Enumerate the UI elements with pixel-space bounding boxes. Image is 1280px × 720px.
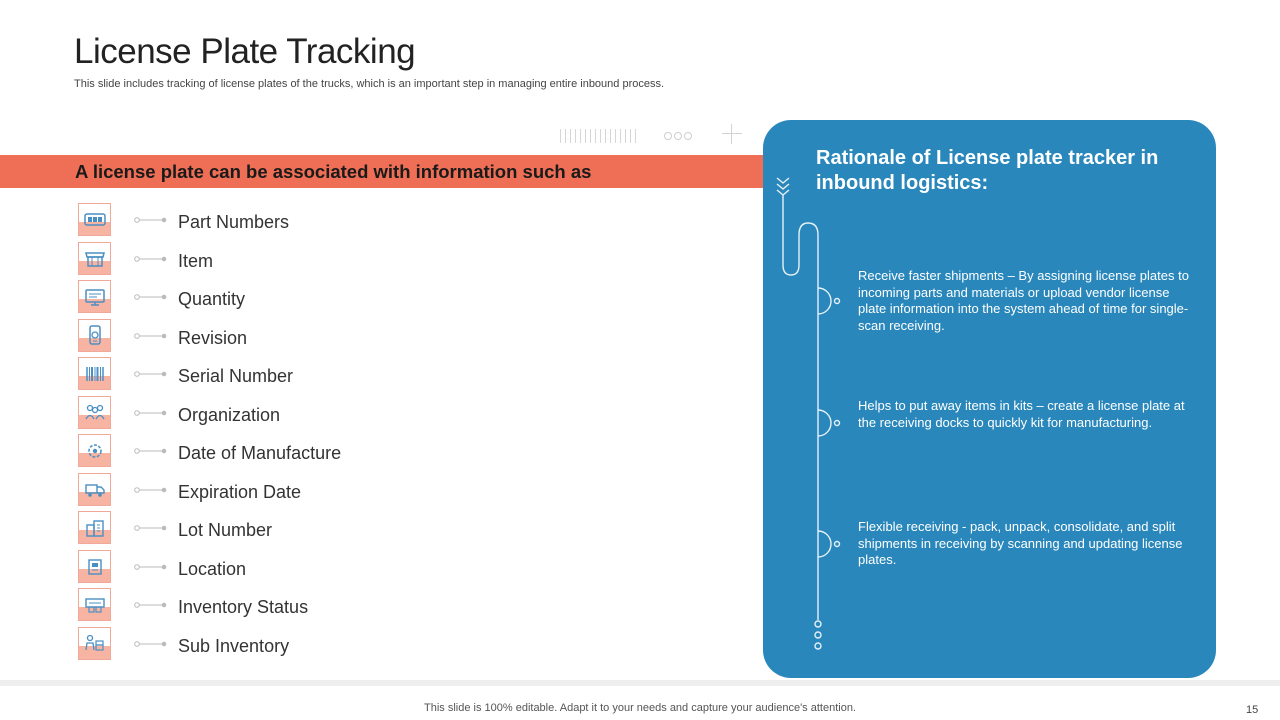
- list-item: [78, 242, 398, 276]
- connector-line: [134, 217, 168, 223]
- location-building-icon: [78, 550, 111, 583]
- footer-divider: [0, 680, 1280, 686]
- panel-title: Rationale of License plate tracker in inbound logistics:: [816, 147, 1159, 194]
- list-item-label: Expiration Date: [178, 481, 302, 502]
- rationale-point: Receive faster shipments – By assigning license plates to incoming parts and materials or upload vendor license plate information into the system ahead of time for single-scan receiving.: [858, 268, 1189, 333]
- people-icon: [78, 396, 111, 429]
- monitor-icon: [78, 280, 111, 313]
- rationale-panel: [763, 120, 1216, 678]
- connector-line: [134, 602, 168, 608]
- list-item: [78, 473, 398, 507]
- list-item: [78, 627, 398, 661]
- list-item-label: Item: [178, 250, 214, 271]
- connector-line: [134, 564, 168, 570]
- slide-title: License Plate Tracking: [74, 32, 416, 71]
- barcode-icon: [78, 357, 111, 390]
- list-item: [78, 357, 398, 391]
- list-item-label: Revision: [178, 327, 248, 348]
- factory-gear-icon: [78, 434, 111, 467]
- connector-line: [134, 333, 168, 339]
- connector-line: [134, 525, 168, 531]
- list-item-label: Lot Number: [178, 520, 273, 540]
- list-item: [78, 203, 398, 237]
- delivery-icon: [78, 473, 111, 506]
- mobile-icon: [78, 319, 111, 352]
- list-item-label: Location: [178, 558, 247, 579]
- list-item: [78, 280, 398, 314]
- connector-line: [134, 256, 168, 262]
- page-number: 15: [1246, 704, 1259, 716]
- list-item-label: Part Numbers: [178, 212, 290, 232]
- connector-line: [134, 487, 168, 493]
- list-item: [78, 550, 398, 584]
- rationale-point: Helps to put away items in kits – create a license plate at the receiving docks to quickly kit for manufacturing.: [858, 398, 1185, 430]
- decorative-circles: [664, 132, 692, 140]
- warehouse-icon: [78, 588, 111, 621]
- list-item: [78, 434, 398, 468]
- list-item-label: Date of Manufacture: [178, 443, 342, 463]
- list-item-label: Inventory Status: [178, 597, 309, 617]
- connector-line: [134, 410, 168, 416]
- slide-subtitle: This slide includes tracking of license plates of the trucks, which is an important step in managing entire inbound process.: [74, 78, 665, 90]
- list-item: [78, 588, 398, 622]
- list-item-label: Organization: [178, 404, 281, 425]
- buildings-icon: [78, 511, 111, 544]
- banner-heading: A license plate can be associated with information such as: [75, 161, 592, 182]
- list-item: [78, 511, 398, 545]
- decorative-bars: [560, 129, 636, 143]
- list-item-label: Serial Number: [178, 366, 294, 386]
- connector-line: [134, 641, 168, 647]
- decorative-plus-icon: [722, 124, 742, 144]
- parts-icon: [78, 203, 111, 236]
- connector-line: [134, 448, 168, 454]
- store-icon: [78, 242, 111, 275]
- list-item-label: Quantity: [178, 289, 246, 309]
- rationale-point: Flexible receiving - pack, unpack, consolidate, and split shipments in receiving by scanning and updating license plates.: [858, 519, 1183, 567]
- list-item: [78, 396, 398, 430]
- list-item-label: Sub Inventory: [178, 635, 290, 656]
- worker-boxes-icon: [78, 627, 111, 660]
- connector-line: [134, 371, 168, 377]
- list-item: [78, 319, 398, 353]
- connector-line: [134, 294, 168, 300]
- footer-text: This slide is 100% editable. Adapt it to your needs and capture your audience's attention.: [424, 702, 856, 714]
